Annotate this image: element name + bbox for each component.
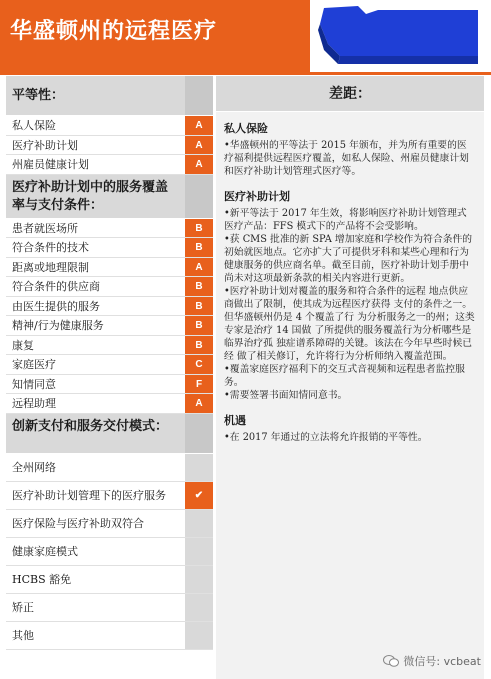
row-label: 患者就医场所 [12,221,78,235]
grade-cell [185,538,213,565]
scorecard-row [6,375,213,395]
scorecard-row [6,566,213,594]
row-label: 远程助理 [12,397,56,410]
scorecard-row [6,155,213,175]
grade-badge: A [185,155,213,174]
gap-paragraph: •覆盖家庭医疗福利下的交互式音视频和远程患者监控服务。 [224,364,465,388]
section-parity-rows [6,116,213,175]
gap-heading: 私人保险 [224,122,268,135]
scorecard-row [6,258,213,278]
grade-badge: B [185,297,213,316]
grade-badge: B [185,219,213,238]
grade-badge: B [185,316,213,335]
scorecard-row [6,238,213,258]
grade-badge: A [185,394,213,413]
grade-badge: B [185,277,213,296]
scorecard-row [6,394,213,414]
page-header [0,0,491,72]
scorecard-row [6,454,213,482]
scorecard-row [6,594,213,622]
row-label: 知情同意 [12,377,56,391]
scorecard-row [6,538,213,566]
header-band [0,0,310,72]
gaps-header: 差距： [216,76,484,112]
page-title: 华盛顿州的远程医疗 [10,19,218,44]
section-parity-header: 平等性： [6,76,213,116]
grade-cell [185,594,213,621]
gap-heading: 机遇 [224,414,246,427]
section-coverage-rows [6,219,213,414]
grade-badge: A [185,136,213,155]
scorecard-row [6,297,213,317]
washington-map-icon [318,4,484,68]
row-label: 距离或地理限制 [12,260,89,274]
grade-cell [185,566,213,593]
row-label: 医疗保险与医疗补助双符合 [12,516,144,530]
wechat-watermark [383,653,481,669]
grade-badge: A [185,258,213,277]
scorecard-row [6,510,213,538]
row-label: 精神/行为健康服务 [12,319,104,332]
grade-badge: A [185,116,213,135]
gap-heading: 医疗补助计划 [224,190,290,203]
scorecard-row [6,355,213,375]
gap-paragraph: •在 2017 年通过的立法将允许报销的平等性。 [224,432,428,443]
gap-paragraph: •华盛顿州的平等法于 2015 年颁布，并为所有重要的医疗福利提供远程医疗覆盖，如私人保险、州雇员健康计划和医疗补助计划管理式医疗等。 [224,140,469,177]
grade-cell [185,510,213,537]
header-rule [0,72,491,75]
scorecard-column [6,76,213,650]
row-label: HCBS 豁免 [12,572,72,586]
scorecard-row [6,482,213,510]
gaps-column [216,76,484,679]
scorecard-row [6,219,213,239]
grade-badge: F [185,375,213,394]
section-innovation-header: 创新支付和服务交付模式： [6,414,213,454]
scorecard-row [6,336,213,356]
section-coverage-header: 医疗补助计划中的服务覆盖率与支付条件： [6,175,213,219]
check-icon: ✔ [185,482,213,509]
row-label: 家庭医疗 [12,358,56,371]
row-label: 由医生提供的服务 [12,299,100,313]
row-label: 健康家庭模式 [12,544,78,558]
gap-paragraph: •获 CMS 批准的新 SPA 增加家庭和学校作为符合条件的初始就医地点。它亦扩大了可提供牙科和某些心理和行为健康服务的供应商名单。截至目前，医疗补助计划手册中尚未对这项最新条款的相关内容进行更新。 [224,234,473,284]
row-label: 符合条件的供应商 [12,280,100,293]
scorecard-row [6,277,213,297]
gaps-body [216,112,484,679]
gap-paragraph: •新平等法于 2017 年生效，将影响医疗补助计划管理式医疗产品：FFS 模式下的产品将不会受影响。 [224,208,467,232]
row-label: 医疗补助计划管理下的医疗服务 [12,488,166,502]
grade-badge: C [185,355,213,374]
grade-cell [185,622,213,649]
scorecard-row [6,136,213,156]
grade-cell [185,454,213,481]
grade-badge: B [185,336,213,355]
row-label: 康复 [12,338,34,352]
row-label: 其他 [12,628,34,642]
row-label: 符合条件的技术 [12,241,89,254]
watermark-text: 微信号: vcbeat [403,655,481,668]
row-label: 州雇员健康计划 [12,158,89,171]
row-label: 全州网络 [12,460,56,474]
wechat-icon [383,655,399,667]
gap-paragraph: •医疗补助计划对覆盖的服务和符合条件的远程 地点供应商做出了限制，使其成为远程医疗获得 支付的条件之一。但华盛顿州仍是 4 个覆盖了行 为分析服务之一的州；这类专家是治疗 14 国做 了所提供的服务覆盖行为分析哪些是临界治疗孤 独症谱系障碍的关键。该法在今年早些时候已经 做了相关修订，允许将行为分析师纳入覆盖范围。 [224,286,475,362]
row-label: 矫正 [12,600,34,614]
scorecard-row [6,622,213,650]
scorecard-row [6,116,213,136]
scorecard-row [6,316,213,336]
row-label: 私人保险 [12,119,56,132]
grade-badge: B [185,238,213,257]
row-label: 医疗补助计划 [12,138,78,152]
section-innovation-rows [6,454,213,650]
gap-paragraph: •需要签署书面知情同意书。 [224,390,348,401]
